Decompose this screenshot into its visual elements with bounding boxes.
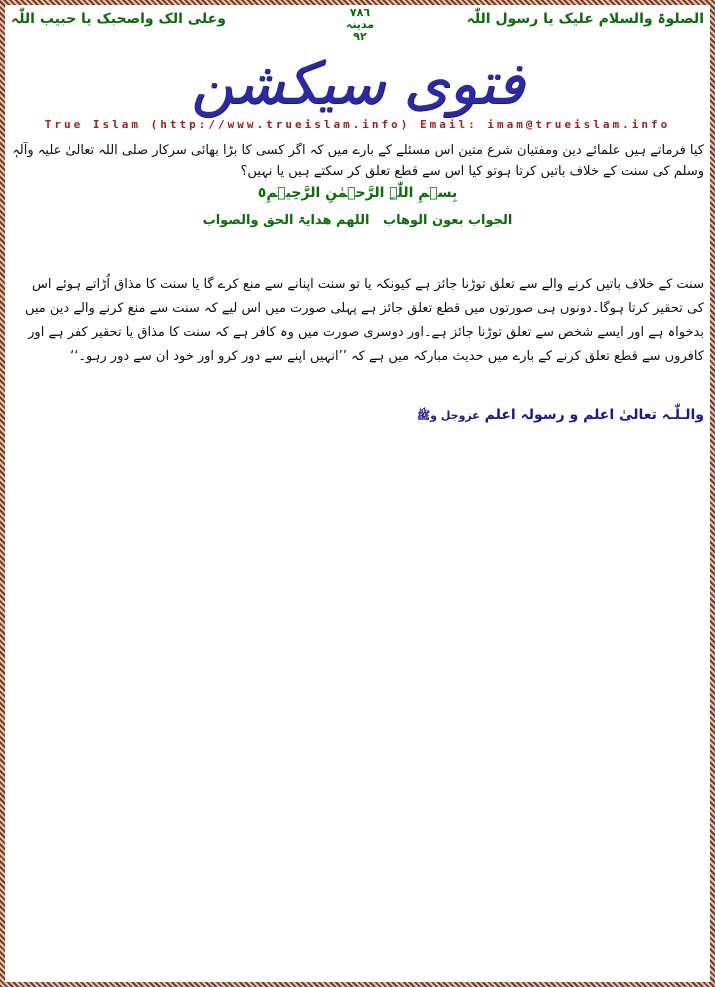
header-salutation-right: الصلوۃ والسلام علیک یا رسول اللّٰہ	[466, 11, 704, 27]
bismillah: بِسۡمِ اللّٰہِ الرَّحۡمٰنِ الرَّحِیۡمِ٥	[257, 185, 458, 201]
page-title: فتوی سیکشن	[190, 49, 525, 117]
header-center-line1: ۷۸٦	[349, 6, 371, 19]
header-salutation-left: وعلی الک واصحبک یا حبیب اللّٰہ	[11, 11, 226, 27]
header-center-line2: مدینہ	[345, 18, 375, 31]
header-center-line3: ۹۲	[353, 30, 367, 43]
answer-heading: الجواب بعون الوھاب اللھم ھدایۃ الحق والصواب	[202, 213, 513, 228]
closing-line	[417, 407, 704, 425]
contact-line: True Islam (http://www.trueislam.info) Email: imam@trueislam.info	[44, 118, 671, 131]
honorific-symbol: عزوجل وﷺ	[416, 409, 480, 422]
answer-text: سنت کے خلاف باتیں کرنے والے سے تعلق توڑنا جائز ہے کیونکہ یا تو سنت اپنانے سے منع کرے گا یا سنت کا مذاق اُڑاتے ہوئے اس کی تحقیر کرتا ہوگا۔دونوں ہی صورتوں میں قطع تعلق جائز ہے پہلی صورت میں اس لیے کہ سنت سے منع کرنے والے دین میں بدخواہ ہے اور ایسے شخص سے تعلق توڑنا جائز ہے۔اور دوسری صورت میں وہ کافر ہے کہ سنت کا مذاق یا تحقیر کفر ہے اور کافروں سے قطع تعلق کرنے کے بارے میں حدیث مبارکہ میں ہے کہ ’’انہیں اپنے سے دور کرو اور خود ان سے دور رہو۔‘‘	[24, 277, 704, 364]
header-center-number	[345, 7, 375, 43]
page-content	[5, 5, 710, 982]
question-text: کیا فرماتے ہیں علمائے دین ومفتیان شرع متین اس مسئلے کے بارے میں کہ اگر کسی کا بڑا بھائی سرکار صلی اللہ تعالیٰ علیہ وآلہٖ وسلم کی سنت کے خلاف باتیں کرتا ہوتو کیا اس سے قطع تعلق کر سکتے ہیں یا نہیں؟	[12, 143, 704, 179]
closing-text: والـلّٰـہ تعالیٰ اعلم و رسولہ اعلم	[484, 407, 704, 423]
